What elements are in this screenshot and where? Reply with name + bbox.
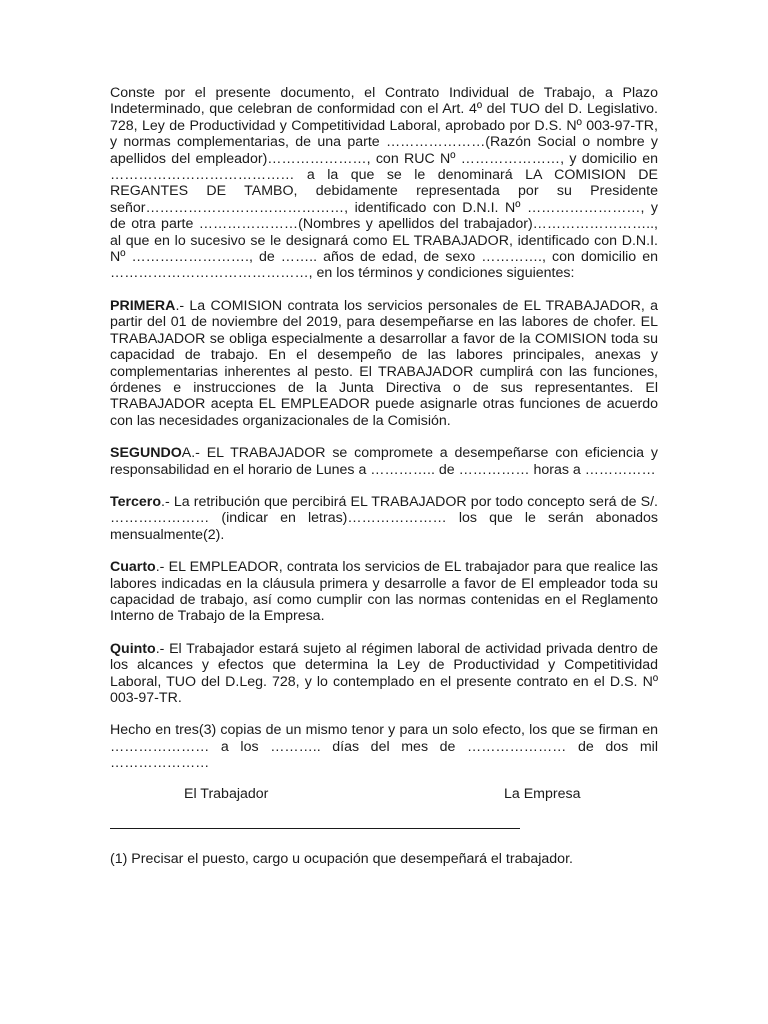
- intro-paragraph: Conste por el presente documento, el Contrato Individual de Trabajo, a Plazo Indeterminado, que celebran de conformidad con el Art. 4º del TUO del D. Legislativo. 728, Ley de Productividad y Competitividad Laboral, aprobado por D.S. Nº 003-97-TR, y normas complementarias, de una parte …………………(Razón Social o nombre y apellidos del empleador)…………………, con RUC Nº …………………, y domicilio en ………………………………… a la que se le denominará LA COMISION DE REGANTES DE TAMBO, debidamente representada por su Presidente señor……………………………………, identificado con D.N.I. Nº ……………………, y de otra parte …………………(Nombres y apellidos del trabajador)…………………….., al que en lo sucesivo se le designará como EL TRABAJADOR, identificado con D.N.I. Nº ……………………., de …….. años de edad, de sexo …………., con domicilio en ……………………………………, en los términos y condiciones siguientes:: [110, 85, 658, 282]
- spacer: [110, 429, 658, 445]
- spacer: [110, 706, 658, 722]
- clause-text: .- EL TRABAJADOR se compromete a desempeñarse con eficiencia y responsabilidad en el horario de Lunes a ………….. de …………… horas a ……………: [110, 445, 658, 478]
- clause-quinto: [110, 641, 658, 707]
- clause-label: SEGUNDO: [110, 445, 182, 462]
- clause-text: .- La COMISION contrata los servicios personales de EL TRABAJADOR, a partir del 01 de noviembre del 2019, para desempeñarse en las labores de chofer. EL TRABAJADOR se obliga especialmente a desarrollar a favor de la COMISION toda su capacidad de trabajo. En el desempeño de las labores principales, anexas y complementarias inherentes al pesto. El TRABAJADOR cumplirá con las funciones, órdenes e instrucciones de la Junta Directiva o de sus representantes. El TRABAJADOR acepta EL EMPLEADOR puede asignarle otras funciones de acuerdo con las necesidades organizacionales de la Comisión.: [110, 297, 658, 429]
- spacer: [110, 282, 658, 298]
- spacer: [110, 478, 658, 494]
- clause-primera: [110, 298, 658, 429]
- signature-label-company: La Empresa: [504, 785, 581, 802]
- document-body: [110, 85, 658, 867]
- clause-label: PRIMERA: [110, 297, 176, 314]
- signature-line: [110, 814, 520, 829]
- spacer: [110, 543, 658, 559]
- clause-text: .- La retribución que percibirá EL TRABAJADOR por todo concepto será de S/. ………………… (indicar en letras)………………… los que le serán abonados mensualmente(2).: [110, 493, 658, 543]
- clause-tercero: [110, 494, 658, 543]
- clause-cuarto: [110, 559, 658, 625]
- clause-label: Tercero: [110, 493, 161, 510]
- signature-row: [110, 786, 658, 804]
- clause-label: Cuarto: [110, 559, 156, 576]
- signature-label-worker: El Trabajador: [184, 785, 269, 802]
- footnote: (1) Precisar el puesto, cargo u ocupación que desempeñará el trabajador.: [110, 850, 573, 867]
- clause-label: Quinto: [110, 640, 156, 657]
- clause-text: .- El Trabajador estará sujeto al régimen laboral de actividad privada dentro de los alcances y efectos que determina la Ley de Productividad y Competitividad Laboral, TUO del D.Leg. 728, y lo contemplado en el presente contrato en el D.S. Nº 003-97-TR.: [110, 640, 658, 706]
- closing-paragraph: Hecho en tres(3) copias de un mismo tenor y para un solo efecto, los que se firman en ………………… a los ……….. días del mes de ………………… de dos mil …………………: [110, 722, 658, 772]
- spacer: [110, 625, 658, 641]
- clause-label-suffix: A: [181, 445, 192, 462]
- clause-segundo: [110, 445, 658, 478]
- clause-text: .- EL EMPLEADOR, contrata los servicios de EL trabajador para que realice las labores indicadas en la cláusula primera y desarrolle a favor de El empleador toda su capacidad de trabajo, así como cumplir con las normas contenidas en el Reglamento Interno de Trabajo de la Empresa.: [110, 559, 658, 625]
